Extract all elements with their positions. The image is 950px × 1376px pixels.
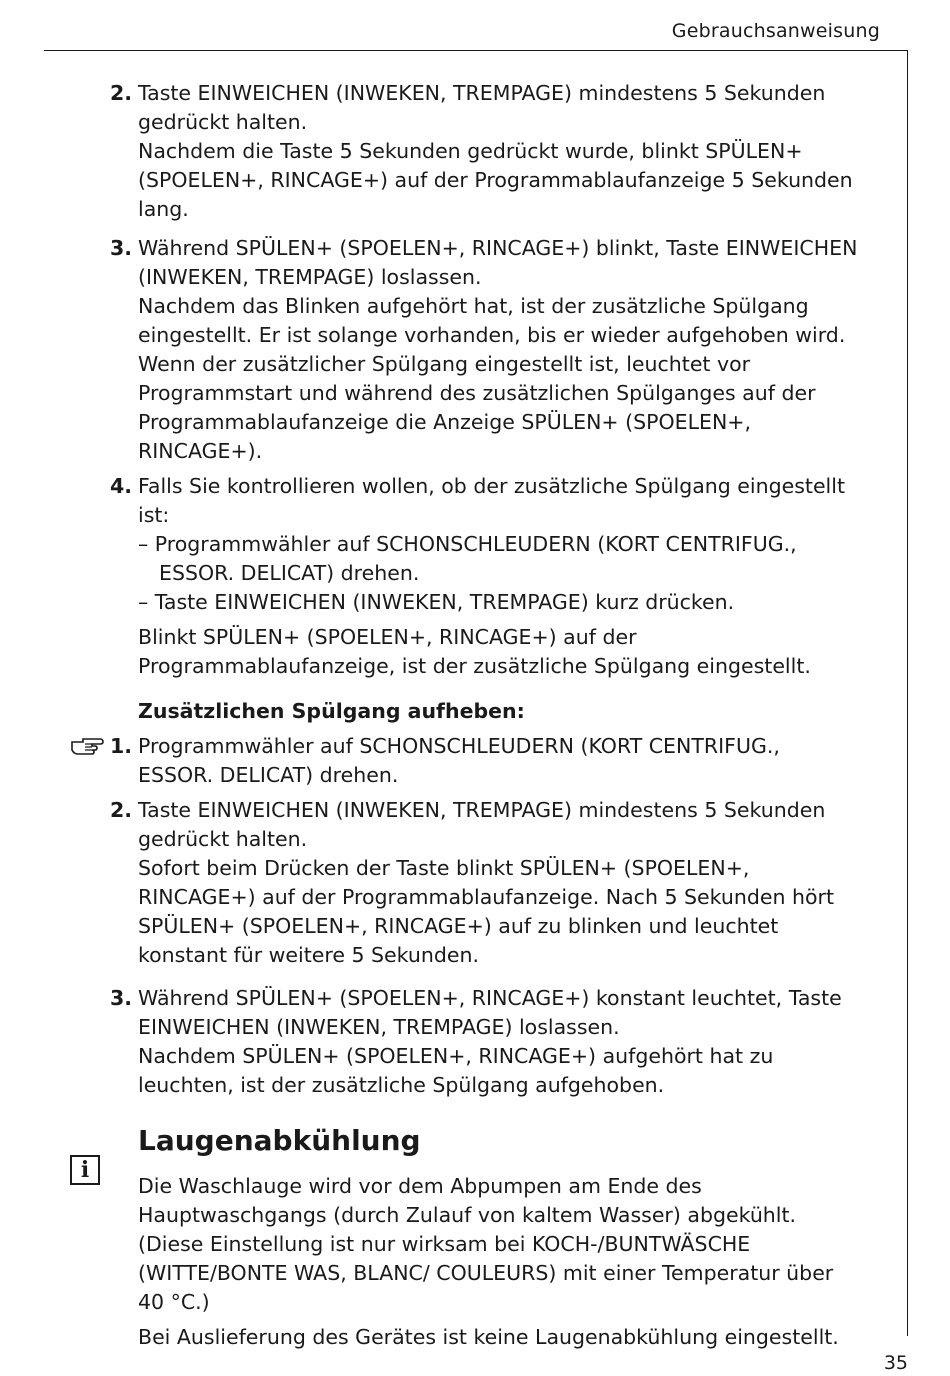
step-text: Nachdem SPÜLEN+ (SPOELEN+, RINCAGE+) aufgehört hat zu leuchten, ist der zusätzliche Spülgang aufgehoben. (138, 1044, 774, 1097)
info-text: Die Waschlauge wird vor dem Abpumpen am Ende des Hauptwaschgangs (durch Zulauf von kaltem Wasser) abgekühlt. (Diese Einstellung ist nur wirksam bei KOCH-/BUNTWÄSCHE (WITTE/BONTE WAS, BLANC/ COULEURS) mit einer Temperatur über 40 °C.) (138, 1174, 834, 1314)
step-text: Blinkt SPÜLEN+ (SPOELEN+, RINCAGE+) auf der Programmablaufanzeige, ist der zusätzliche Spülgang eingestellt. (138, 625, 811, 678)
step-text: Sofort beim Drücken der Taste blinkt SPÜLEN+ (SPOELEN+, RINCAGE+) auf der Programmablaufanzeige. Nach 5 Sekunden hört SPÜLEN+ (SPOELEN+, RINCAGE+) auf zu blinken und leuchtet konstant für weitere 5 Sekunden. (138, 856, 834, 967)
pointing-hand-icon (70, 734, 104, 756)
margin-rule (907, 50, 908, 1336)
running-header: Gebrauchsanweisung (671, 20, 880, 42)
info-icon: i (70, 1155, 100, 1185)
page-content (0, 79, 900, 1352)
step-a-4 (0, 472, 900, 681)
subheading: Zusätzlichen Spülgang aufheben: (138, 699, 525, 723)
step-number: 2. (110, 81, 133, 105)
step-b-2 (0, 796, 900, 970)
step-text: Während SPÜLEN+ (SPOELEN+, RINCAGE+) konstant leuchtet, Taste EINWEICHEN (INWEKEN, TREMPAGE) loslassen. (138, 986, 842, 1039)
step-text: Programmwähler auf SCHONSCHLEUDERN (KORT CENTRIFUG., ESSOR. DELICAT) drehen. (138, 734, 780, 787)
step-text: Nachdem die Taste 5 Sekunden gedrückt wurde, blinkt SPÜLEN+ (SPOELEN+, RINCAGE+) auf der Programmablaufanzeige 5 Sekunden lang. (138, 139, 853, 221)
step-number: 3. (110, 986, 133, 1010)
header-rule (44, 50, 908, 51)
step-number: 4. (110, 474, 133, 498)
step-number: 1. (110, 734, 133, 758)
step-subitem: – Programmwähler auf SCHONSCHLEUDERN (KORT CENTRIFUG., ESSOR. DELICAT) drehen. (138, 532, 797, 585)
info-paragraph (0, 1172, 900, 1352)
step-text: Nachdem das Blinken aufgehört hat, ist der zusätzliche Spülgang eingestellt. Er ist solange vorhanden, bis er wieder aufgehoben wird. Wenn der zusätzlicher Spülgang eingestellt ist, leuchtet vor Programmstart und während des zusätzlichen Spülganges auf der Programmablaufanzeige die Anzeige SPÜLEN+ (SPOELEN+, RINCAGE+). (138, 294, 846, 463)
section-title: Laugenabkühlung (138, 1124, 421, 1157)
step-text: Taste EINWEICHEN (INWEKEN, TREMPAGE) mindestens 5 Sekunden gedrückt halten. (138, 81, 826, 134)
step-subitem: – Taste EINWEICHEN (INWEKEN, TREMPAGE) kurz drücken. (138, 590, 735, 614)
step-a-2 (0, 79, 900, 224)
step-a-3 (0, 234, 900, 466)
page-number: 35 (883, 1352, 908, 1374)
step-b-3 (0, 984, 900, 1100)
info-text: Bei Auslieferung des Gerätes ist keine Laugenabkühlung eingestellt. (138, 1325, 839, 1349)
step-b-1 (0, 732, 900, 790)
step-text: Falls Sie kontrollieren wollen, ob der zusätzliche Spülgang eingestellt ist: (138, 474, 845, 527)
step-text: Taste EINWEICHEN (INWEKEN, TREMPAGE) mindestens 5 Sekunden gedrückt halten. (138, 798, 826, 851)
step-number: 2. (110, 798, 133, 822)
step-number: 3. (110, 236, 133, 260)
step-text: Während SPÜLEN+ (SPOELEN+, RINCAGE+) blinkt, Taste EINWEICHEN (INWEKEN, TREMPAGE) loslassen. (138, 236, 858, 289)
